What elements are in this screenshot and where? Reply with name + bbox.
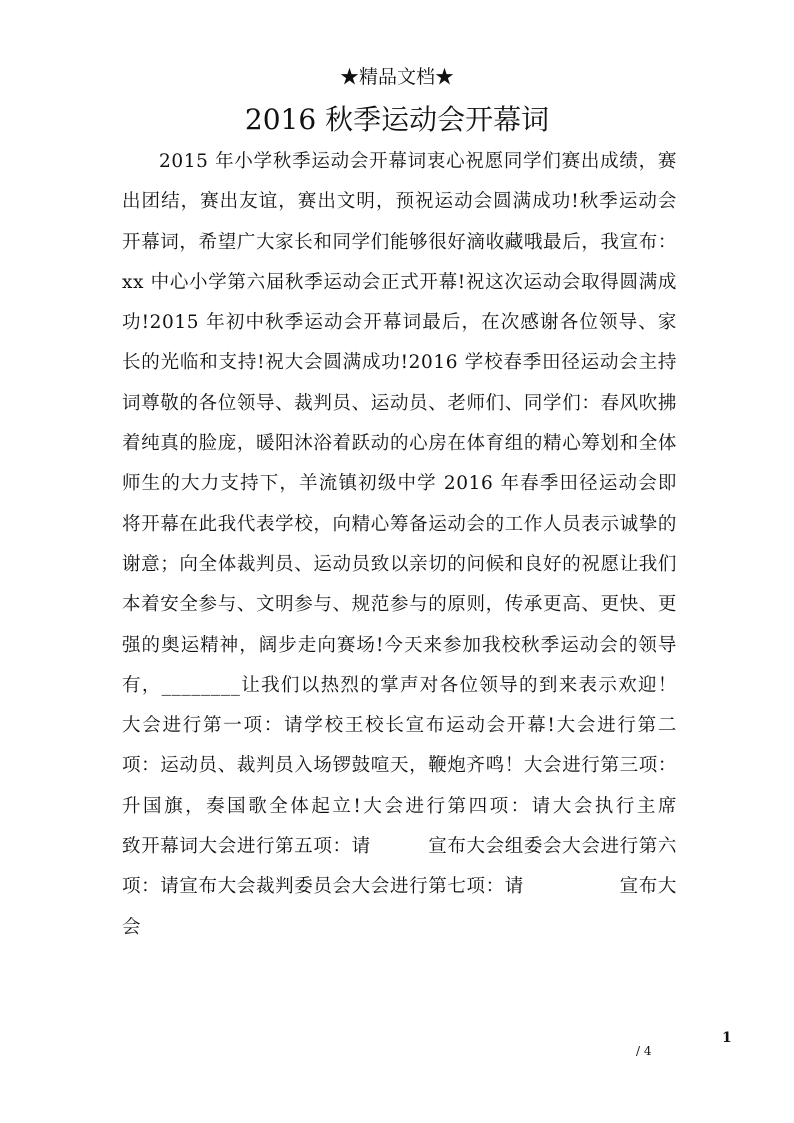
document-body: 2015 年小学秋季运动会开幕词衷心祝愿同学们赛出成绩，赛出团结，赛出友谊，赛出文明，预祝运动会圆满成功!秋季运动会开幕词，希望广大家长和同学们能够很好滴收藏哦最后，我宣布：xx 中心小学第六届秋季运动会正式开幕!祝这次运动会取得圆满成功!2015 年初中秋季运动会开幕词最后，在次感谢各位领导、家长的光临和支持!祝大会圆满成功!2016 学校春季田径运动会主持词尊敬的各位领导、裁判员、运动员、老师们、同学们：春风吹拂着纯真的脸庞，暖阳沐浴着跃动的心房在体育组的精心筹划和全体师生的大力支持下，羊流镇初级中学 2016 年春季田径运动会即将开幕在此我代表学校，向精心筹备运动会的工作人员表示诚挚的谢意；向全体裁判员、运动员致以亲切的问候和良好的祝愿让我们本着安全参与、文明参与、规范参与的原则，传承更高、更快、更强的奥运精神，阔步走向赛场!今天来参加我校秋季运动会的领导有，________让我们以热烈的掌声对各位领导的到来表示欢迎！大会进行第一项：请学校王校长宣布运动会开幕!大会进行第二项：运动员、裁判员入场锣鼓喧天，鞭炮齐鸣！大会进行第三项：升国旗，奏国歌全体起立!大会进行第四项：请大会执行主席 致开幕词大会进行第五项：请 宣布大会组委会大会进行第六项：请宣布大会裁判委员会大会进行第七项：请 宣布大会 [122,151,735,938]
document-title: 2016 秋季运动会开幕词 [244,103,550,136]
document-banner: ★精品文档★ [339,66,454,88]
page-number: 1 [722,1030,732,1046]
page-total: / 4 [636,1044,652,1058]
